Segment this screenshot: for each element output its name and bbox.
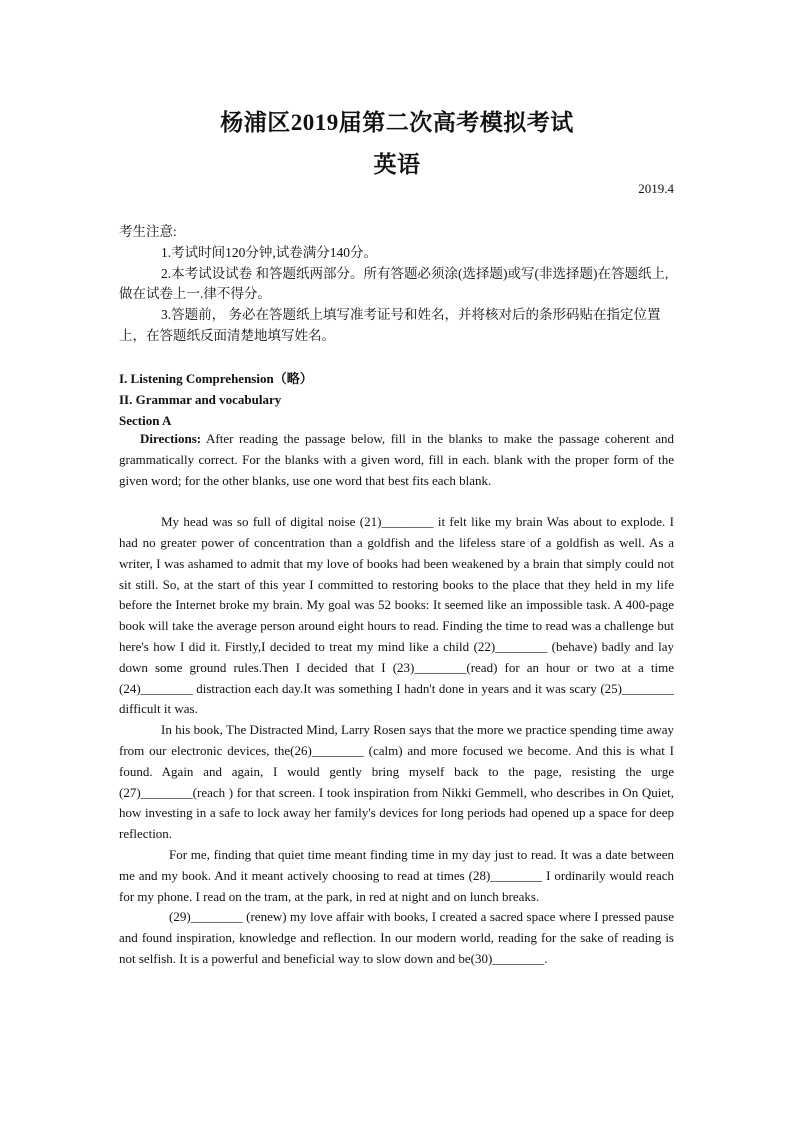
passage-paragraph-3: For me, finding that quiet time meant finding time in my day just to read. It was a date between me and my book. And it meant actively choosing to read at times (28)________ I ordinarily would reach for my phone. I read on the tram, at the park, in red at night and on lunch breaks. — [119, 846, 674, 904]
note-item-1: 1.考试时间120分钟,试卷满分140分。 — [161, 244, 377, 260]
section-a: Section A — [119, 412, 172, 428]
passage-body — [119, 429, 674, 970]
notes-heading: 考生注意: — [119, 224, 177, 239]
section-listening: I. Listening Comprehension（略） — [119, 371, 313, 386]
directions-label: Directions: — [140, 431, 202, 446]
exam-notes — [119, 222, 674, 347]
passage-paragraph-1: My head was so full of digital noise (21)________ it felt like my brain Was about to explode. I had no greater power of concentration than a goldfish and the lifeless stare of a goldfish as well. As a writer, I was ashamed to admit that my love of books had been weakened by a brain that simply could not sit still. So, at the start of this year I committed to restoring books to the place that they held in my life before the Internet broke my brain. My goal was 52 books: It seemed like an impossible task. A 400-page book will take the average person around eight hours to read. Finding the time to read was a challenge but here's how I did it. Firstly,I decided to treat my mind like a child (22)________ (behave) badly and lay down some ground rules.Then I decided that I (23)________(read) for an hour or two at a time (24)________ distraction each day.It was something I hadn't done in years and it was scary (25)________ difficult it was. — [119, 514, 674, 717]
passage-paragraph-2: In his book, The Distracted Mind, Larry Rosen says that the more we practice spending time away from our electronic devices, the(26)________ (calm) and more focused we become. And this is what I found. Again and again, I would gently bring myself back to the page, resisting the urge (27)________(reach ) for that screen. I took inspiration from Nikki Gemmell, who describes in On Quiet, how investing in a safe to lock away her family's devices for long periods had opened up a space for deep reflection. — [119, 722, 674, 842]
note-item-3: 3.答题前， 务必在答题纸上填写准考证号和姓名，并将核对后的条形码贴在指定位置上，在答题纸反面清楚地填写姓名。 — [119, 307, 661, 343]
directions-text: After reading the passage below, fill in the blanks to make the passage coherent and grammatically correct. For the blanks with a given word, fill in each. blank with the proper form of the given word; for the other blanks, use one word that best fits each blank. — [119, 431, 674, 488]
section-headings — [119, 369, 674, 431]
passage-paragraph-4: (29)________ (renew) my love affair with books, I created a sacred space where I pressed pause and found inspiration, knowledge and reflection. In our modern world, reading for the sake of reading is not selfish. It is a powerful and beneficial way to slow down and be(30)________. — [119, 909, 674, 966]
spacer — [119, 491, 674, 512]
section-grammar: II. Grammar and vocabulary — [119, 391, 282, 407]
exam-title: 杨浦区2019届第二次高考模拟考试 — [220, 110, 574, 135]
directions — [119, 429, 674, 491]
subject-title: 英语 — [373, 152, 421, 177]
note-item-2: 2.本考试设试卷 和答题纸两部分。所有答题必须涂(选择题)或写(非选择题)在答题纸上,做在试卷上一.律不得分。 — [119, 265, 669, 302]
exam-date: 2019.4 — [638, 181, 674, 196]
